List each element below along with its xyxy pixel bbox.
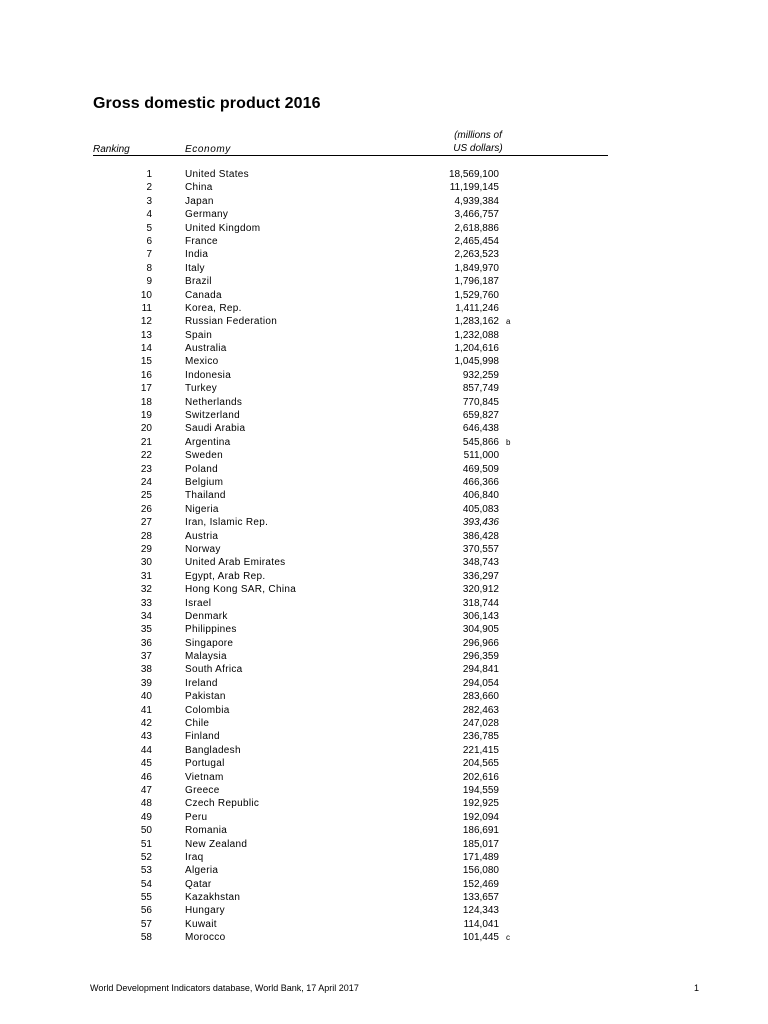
- economy-cell: United States: [185, 169, 249, 180]
- table-row: [0, 382, 768, 395]
- header-divider: [93, 155, 608, 156]
- table-row: [0, 811, 768, 824]
- gdp-value-cell: 466,366: [462, 476, 499, 488]
- gdp-value-cell: 171,489: [462, 851, 499, 863]
- rank-cell: 50: [140, 825, 152, 837]
- footnote-marker: c: [506, 933, 510, 943]
- gdp-value-cell: 770,845: [462, 396, 499, 408]
- table-row: [0, 289, 768, 302]
- gdp-value-cell: 393,436: [462, 517, 499, 529]
- economy-cell: Netherlands: [185, 396, 243, 408]
- table-row: [0, 851, 768, 864]
- rank-cell: 10: [140, 289, 152, 301]
- rank-cell: 32: [140, 584, 152, 596]
- table-row: [0, 623, 768, 636]
- table-row: [0, 489, 768, 502]
- economy-cell: Germany: [185, 209, 229, 221]
- gdp-value-cell: 348,743: [462, 557, 499, 569]
- economy-cell: Hong Kong SAR, China: [185, 584, 297, 596]
- rank-cell: 44: [140, 744, 152, 756]
- table-row: [0, 556, 768, 569]
- gdp-value-cell: 1,849,970: [454, 262, 499, 274]
- gdp-value-cell: 1,411,246: [455, 302, 499, 314]
- table-row: [0, 650, 768, 663]
- rank-cell: 40: [140, 691, 152, 703]
- rank-cell: 55: [140, 892, 152, 904]
- gdp-value-cell: 304,905: [462, 624, 499, 636]
- economy-column-header: Economy: [185, 144, 231, 155]
- table-row: [0, 302, 768, 315]
- gdp-value-cell: 247,028: [462, 718, 499, 730]
- table-row: [0, 744, 768, 757]
- gdp-value-cell: 296,359: [462, 651, 499, 663]
- table-row: [0, 583, 768, 596]
- economy-cell: Denmark: [185, 610, 228, 622]
- rank-cell: 27: [140, 517, 152, 529]
- economy-cell: Ireland: [185, 677, 218, 689]
- rank-cell: 33: [140, 597, 152, 609]
- economy-cell: Hungary: [185, 905, 225, 917]
- table-row: [0, 918, 768, 931]
- rank-cell: 58: [140, 932, 152, 944]
- rank-cell: 20: [140, 423, 152, 435]
- table-row: [0, 503, 768, 516]
- table-row: [0, 248, 768, 261]
- footnote-marker: b: [506, 437, 511, 447]
- table-row: [0, 543, 768, 556]
- table-row: [0, 476, 768, 489]
- rank-cell: 38: [140, 664, 152, 676]
- table-row: [0, 262, 768, 275]
- ranking-column-header: Ranking: [93, 144, 130, 155]
- gdp-value-cell: 204,565: [462, 758, 499, 770]
- rank-cell: 43: [140, 731, 152, 743]
- economy-cell: New Zealand: [185, 838, 248, 850]
- table-row: [0, 436, 768, 449]
- economy-cell: Australia: [185, 343, 227, 355]
- gdp-value-cell: 133,657: [462, 892, 499, 904]
- rank-cell: 29: [140, 543, 152, 555]
- gdp-value-cell: 1,796,187: [454, 276, 499, 288]
- rank-cell: 5: [146, 222, 152, 234]
- economy-cell: Korea, Rep.: [185, 302, 242, 314]
- economy-cell: Morocco: [185, 932, 226, 944]
- rank-cell: 45: [140, 758, 152, 770]
- rank-cell: 41: [140, 704, 152, 716]
- rank-cell: 1: [146, 169, 152, 180]
- table-row: [0, 208, 768, 221]
- table-row: [0, 222, 768, 235]
- gdp-value-cell: 1,232,088: [454, 329, 499, 341]
- economy-cell: Portugal: [185, 758, 225, 770]
- gdp-value-cell: 294,841: [462, 664, 499, 676]
- table-row: [0, 168, 768, 181]
- gdp-value-cell: 1,529,760: [454, 289, 499, 301]
- economy-cell: Indonesia: [185, 369, 232, 381]
- economy-cell: Romania: [185, 825, 228, 837]
- gdp-value-cell: 185,017: [462, 838, 499, 850]
- economy-cell: United Kingdom: [185, 222, 261, 234]
- gdp-value-cell: 236,785: [462, 731, 499, 743]
- table-row: [0, 663, 768, 676]
- gdp-value-cell: 124,343: [462, 905, 499, 917]
- value-header-line1: (millions of: [454, 130, 502, 141]
- rank-cell: 3: [146, 195, 152, 207]
- rank-cell: 53: [140, 865, 152, 877]
- rank-cell: 14: [140, 343, 152, 355]
- gdp-value-cell: 221,415: [462, 744, 499, 756]
- rank-cell: 54: [140, 878, 152, 890]
- table-row: [0, 516, 768, 529]
- rank-cell: 47: [140, 784, 152, 796]
- economy-cell: Chile: [185, 718, 210, 730]
- table-row: [0, 730, 768, 743]
- economy-cell: Canada: [185, 289, 222, 301]
- rank-cell: 22: [140, 450, 152, 462]
- economy-cell: Kuwait: [185, 918, 217, 930]
- table-row: [0, 369, 768, 382]
- table-row: [0, 771, 768, 784]
- gdp-value-cell: 282,463: [462, 704, 499, 716]
- economy-cell: Switzerland: [185, 410, 240, 422]
- economy-cell: Czech Republic: [185, 798, 260, 810]
- rank-cell: 28: [140, 530, 152, 542]
- rank-cell: 37: [140, 651, 152, 663]
- economy-cell: Sweden: [185, 450, 223, 462]
- rank-cell: 23: [140, 463, 152, 475]
- rank-cell: 31: [140, 570, 152, 582]
- rank-cell: 9: [146, 276, 152, 288]
- table-row: [0, 757, 768, 770]
- table-row: [0, 235, 768, 248]
- rank-cell: 11: [141, 302, 152, 314]
- table-row: [0, 275, 768, 288]
- gdp-value-cell: 192,925: [462, 798, 499, 810]
- economy-cell: Nigeria: [185, 503, 219, 515]
- gdp-value-cell: 101,445: [462, 932, 499, 944]
- table-row: [0, 797, 768, 810]
- rank-cell: 26: [140, 503, 152, 515]
- table-row: [0, 824, 768, 837]
- economy-cell: France: [185, 235, 218, 247]
- economy-cell: Belgium: [185, 476, 224, 488]
- economy-cell: Kazakhstan: [185, 892, 241, 904]
- rank-cell: 25: [140, 490, 152, 502]
- page-title: Gross domestic product 2016: [93, 95, 321, 112]
- rank-cell: 16: [140, 369, 152, 381]
- economy-cell: Turkey: [185, 383, 217, 395]
- rank-cell: 36: [140, 637, 152, 649]
- table-row: [0, 530, 768, 543]
- table-row: [0, 422, 768, 435]
- table-row: [0, 904, 768, 917]
- rank-cell: 2: [146, 182, 152, 194]
- gdp-value-cell: 2,263,523: [454, 249, 499, 261]
- gdp-value-cell: 18,569,100: [448, 169, 499, 180]
- economy-cell: Bangladesh: [185, 744, 241, 756]
- rank-cell: 13: [140, 329, 152, 341]
- rank-cell: 57: [140, 918, 152, 930]
- economy-cell: Austria: [185, 530, 219, 542]
- gdp-value-cell: 857,749: [462, 383, 499, 395]
- gdp-value-cell: 192,094: [462, 811, 499, 823]
- gdp-value-cell: 152,469: [462, 878, 499, 890]
- economy-cell: Finland: [185, 731, 220, 743]
- economy-cell: Poland: [185, 463, 218, 475]
- table-row: [0, 463, 768, 476]
- economy-cell: Spain: [185, 329, 213, 341]
- table-row: [0, 597, 768, 610]
- table-row: [0, 342, 768, 355]
- gdp-value-cell: 659,827: [462, 410, 499, 422]
- table-row: [0, 784, 768, 797]
- economy-cell: Saudi Arabia: [185, 423, 246, 435]
- gdp-value-cell: 318,744: [462, 597, 499, 609]
- table-row: [0, 864, 768, 877]
- gdp-value-cell: 406,840: [462, 490, 499, 502]
- value-column-header: [448, 129, 508, 155]
- economy-cell: Greece: [185, 784, 220, 796]
- economy-cell: Mexico: [185, 356, 219, 368]
- rank-cell: 4: [146, 209, 152, 221]
- rank-cell: 52: [140, 851, 152, 863]
- economy-cell: Malaysia: [185, 651, 227, 663]
- gdp-value-cell: 320,912: [462, 584, 499, 596]
- gdp-value-cell: 511,000: [463, 450, 499, 462]
- economy-cell: Brazil: [185, 276, 212, 288]
- table-row: [0, 355, 768, 368]
- rank-cell: 42: [140, 718, 152, 730]
- gdp-value-cell: 194,559: [462, 784, 499, 796]
- footnote-marker: a: [506, 317, 511, 327]
- gdp-value-cell: 932,259: [462, 369, 499, 381]
- rank-cell: 15: [140, 356, 152, 368]
- table-row: [0, 195, 768, 208]
- economy-cell: Pakistan: [185, 691, 226, 703]
- gdp-value-cell: 283,660: [462, 691, 499, 703]
- economy-cell: Vietnam: [185, 771, 224, 783]
- rank-cell: 19: [140, 410, 152, 422]
- table-row: [0, 315, 768, 328]
- economy-cell: Philippines: [185, 624, 237, 636]
- table-row: [0, 717, 768, 730]
- rank-cell: 18: [140, 396, 152, 408]
- table-row: [0, 931, 768, 944]
- gdp-value-cell: 11,199,145: [449, 182, 499, 194]
- economy-cell: Russian Federation: [185, 316, 278, 328]
- rank-cell: 12: [140, 316, 152, 328]
- rank-cell: 17: [140, 383, 152, 395]
- rank-cell: 24: [140, 476, 152, 488]
- table-row: [0, 570, 768, 583]
- rank-cell: 46: [140, 771, 152, 783]
- economy-cell: Singapore: [185, 637, 234, 649]
- gdp-value-cell: 186,691: [462, 825, 499, 837]
- gdp-value-cell: 1,283,162: [454, 316, 499, 328]
- economy-cell: Japan: [185, 195, 214, 207]
- economy-cell: Thailand: [185, 490, 226, 502]
- table-row: [0, 690, 768, 703]
- table-row: [0, 838, 768, 851]
- gdp-value-cell: 336,297: [462, 570, 499, 582]
- table-row: [0, 878, 768, 891]
- gdp-value-cell: 114,041: [463, 918, 499, 930]
- economy-cell: Colombia: [185, 704, 230, 716]
- economy-cell: Peru: [185, 811, 208, 823]
- rank-cell: 6: [146, 235, 152, 247]
- economy-cell: Norway: [185, 543, 221, 555]
- source-footnote: World Development Indicators database, World Bank, 17 April 2017: [90, 983, 359, 993]
- economy-cell: United Arab Emirates: [185, 557, 286, 569]
- table-row: [0, 637, 768, 650]
- rank-cell: 49: [140, 811, 152, 823]
- gdp-value-cell: 294,054: [462, 677, 499, 689]
- rank-cell: 51: [140, 838, 152, 850]
- rank-cell: 39: [140, 677, 152, 689]
- table-row: [0, 409, 768, 422]
- table-row: [0, 181, 768, 194]
- gdp-value-cell: 296,966: [462, 637, 499, 649]
- gdp-value-cell: 646,438: [462, 423, 499, 435]
- table-row: [0, 396, 768, 409]
- economy-cell: Israel: [185, 597, 212, 609]
- rank-cell: 30: [140, 557, 152, 569]
- table-row: [0, 677, 768, 690]
- economy-cell: China: [185, 182, 213, 194]
- value-header-line2: US dollars): [453, 143, 503, 154]
- rank-cell: 48: [140, 798, 152, 810]
- gdp-value-cell: 1,204,616: [454, 343, 499, 355]
- gdp-value-cell: 156,080: [462, 865, 499, 877]
- gdp-value-cell: 3,466,757: [454, 209, 499, 221]
- economy-cell: Qatar: [185, 878, 212, 890]
- rank-cell: 21: [140, 436, 152, 448]
- gdp-value-cell: 1,045,998: [454, 356, 499, 368]
- economy-cell: India: [185, 249, 209, 261]
- table-row: [0, 449, 768, 462]
- economy-cell: Argentina: [185, 436, 231, 448]
- page-number: 1: [694, 983, 700, 993]
- gdp-value-cell: 469,509: [462, 463, 499, 475]
- economy-cell: South Africa: [185, 664, 243, 676]
- economy-cell: Italy: [185, 262, 205, 274]
- rank-cell: 8: [146, 262, 152, 274]
- gdp-value-cell: 202,616: [462, 771, 499, 783]
- economy-cell: Iraq: [185, 851, 204, 863]
- economy-cell: Egypt, Arab Rep.: [185, 570, 266, 582]
- economy-cell: Iran, Islamic Rep.: [185, 517, 269, 529]
- table-row: [0, 891, 768, 904]
- rank-cell: 34: [140, 610, 152, 622]
- gdp-value-cell: 306,143: [462, 610, 499, 622]
- gdp-value-cell: 2,465,454: [454, 235, 499, 247]
- gdp-value-cell: 386,428: [462, 530, 499, 542]
- table-row: [0, 329, 768, 342]
- rank-cell: 35: [140, 624, 152, 636]
- table-row: [0, 610, 768, 623]
- gdp-value-cell: 545,866: [462, 436, 499, 448]
- rank-cell: 7: [146, 249, 152, 261]
- rank-cell: 56: [140, 905, 152, 917]
- table-row: [0, 704, 768, 717]
- gdp-table-body: [0, 168, 768, 945]
- gdp-value-cell: 2,618,886: [454, 222, 499, 234]
- gdp-value-cell: 405,083: [462, 503, 499, 515]
- gdp-value-cell: 370,557: [462, 543, 499, 555]
- economy-cell: Algeria: [185, 865, 219, 877]
- gdp-value-cell: 4,939,384: [454, 195, 499, 207]
